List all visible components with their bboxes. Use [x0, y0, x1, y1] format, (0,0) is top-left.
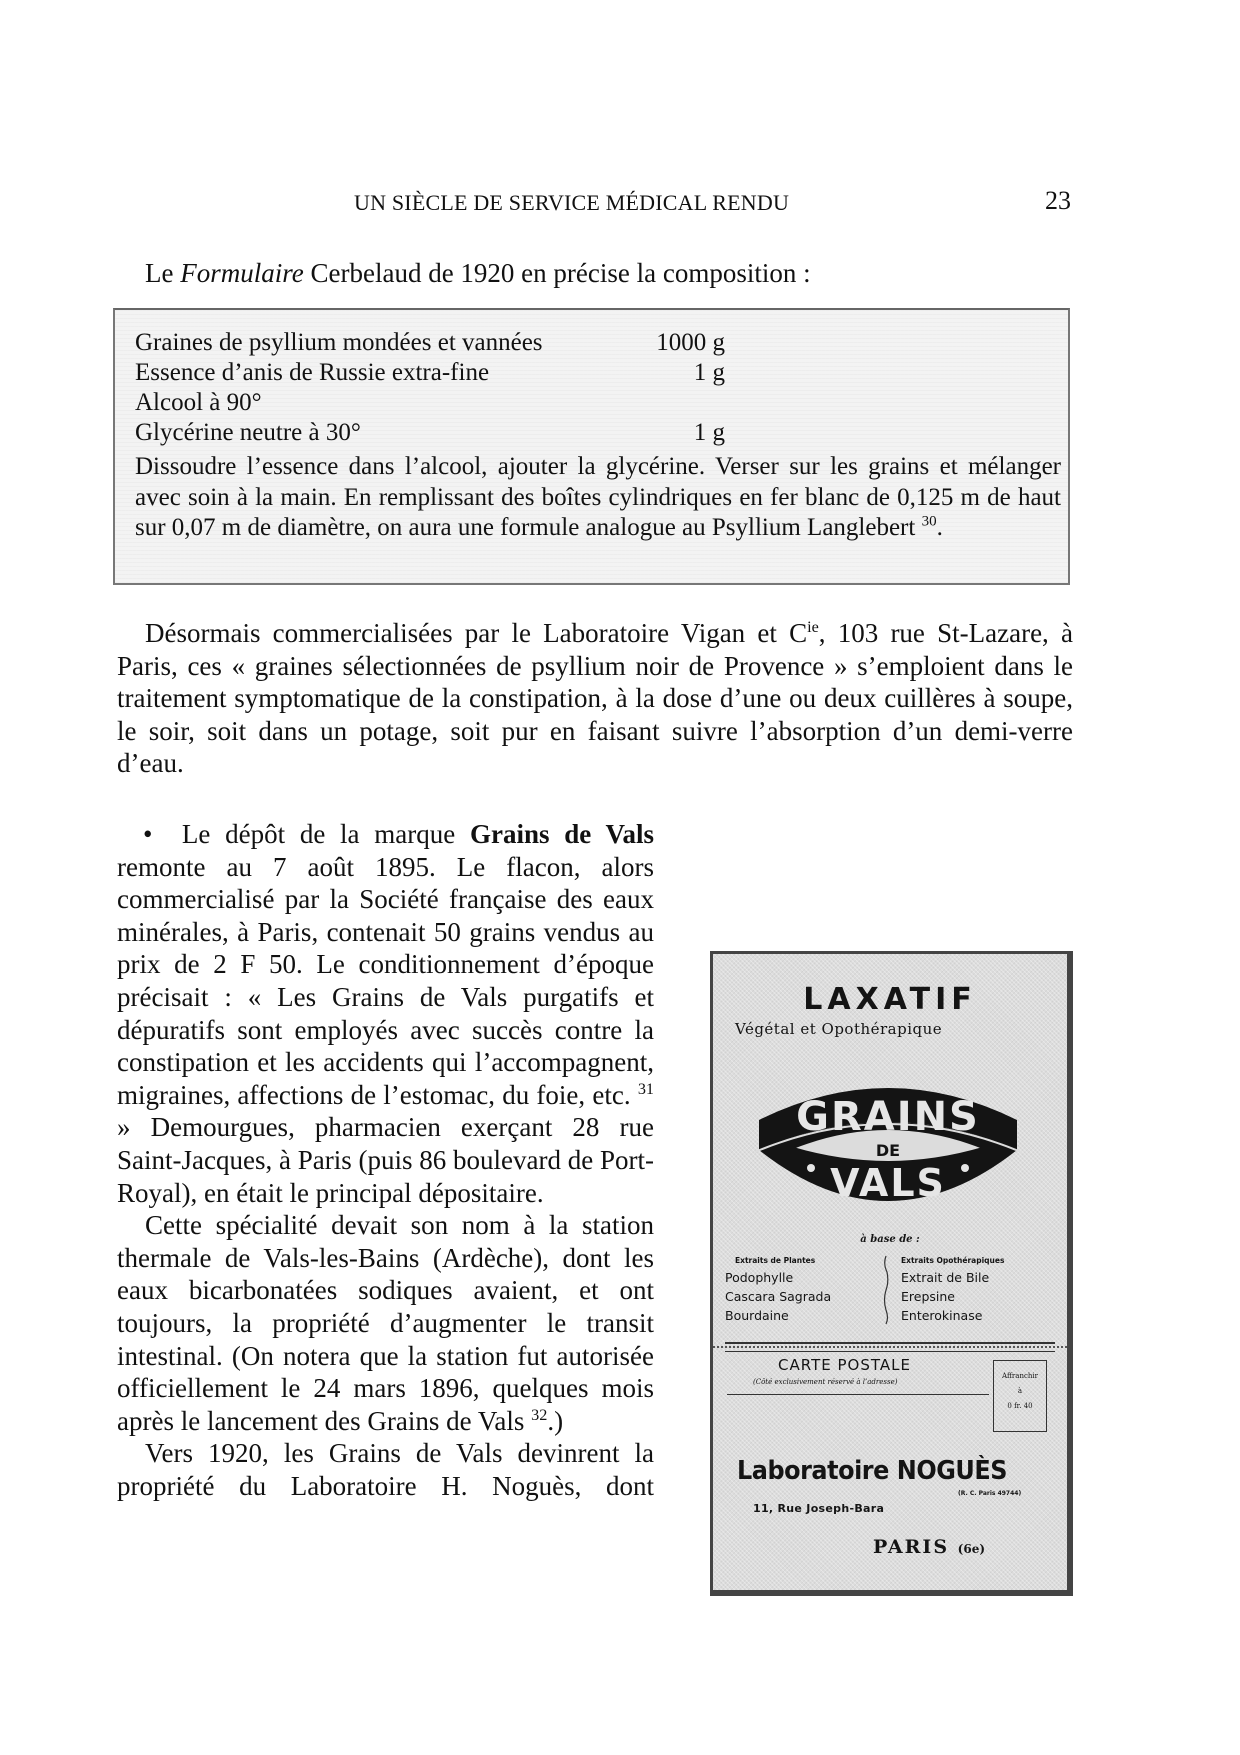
city-name: PARIS: [873, 1536, 950, 1558]
logo-text-middle: DE: [875, 1141, 901, 1160]
superscript: ie: [807, 618, 819, 636]
ingredient-name: Graines de psyllium mondées et vannées: [135, 329, 543, 356]
paragraph-vigan: [117, 617, 1073, 780]
logo-dot-right: [961, 1164, 969, 1172]
text-column: [117, 818, 654, 1502]
ingredient-name: Essence d’anis de Russie extra-fine: [135, 359, 490, 386]
paragraph-grains-de-vals: [117, 818, 654, 1209]
intro-before: Le: [145, 258, 181, 288]
instructions-text: Dissoudre l’essence dans l’alcool, ajouter la glycérine. Verser sur les grains et mélanger avec soin à la main. En remplissant des boîtes cylindriques en fer blanc de 0,125 m de haut sur 0,07 m de diamètre, on aura une formule analogue au Psyllium Langlebert: [135, 453, 1061, 541]
address-line: [727, 1394, 989, 1395]
logo-dot-left: [807, 1164, 815, 1172]
paragraph-nogues: [117, 1437, 654, 1502]
opo-list: [901, 1268, 989, 1325]
intro-italic-title: Formulaire: [180, 258, 304, 288]
running-head: UN SIÈCLE DE SERVICE MÉDICAL RENDU: [354, 190, 790, 215]
text-part: Le dépôt de la marque: [181, 819, 470, 849]
text-part: Désormais commercialisées par le Laboratoire Vigan et C: [145, 618, 808, 648]
text-part: » Demourgues, pharmacien exerçant 28 rue Saint-Jacques, à Paris (puis 86 boulevard de Port-Royal), en était le principal dépositaire.: [117, 1112, 654, 1208]
stamp-line: 0 fr. 40: [1007, 1402, 1033, 1410]
recipe-box: [113, 308, 1070, 585]
laboratory-ref: (R. C. Paris 49744): [958, 1490, 1022, 1497]
carte-postale-label: CARTE POSTALE: [778, 1356, 911, 1374]
footnote-ref: 31: [637, 1079, 655, 1098]
laboratory-city: [873, 1536, 985, 1558]
footnote-ref: 30: [921, 513, 937, 530]
opo-item: Enterokinase: [901, 1308, 983, 1323]
text-part: , 103 rue St-Lazare, à Paris, ces « graines sélectionnées de psyllium noir de Provence » s’emploient dans le traitement symptomatique de la constipation, à la dose d’une ou deux cuillères à soupe, le soir, soit dans un potage, soit pur en faisant suivre l’absorption d’un demi-verre d’eau.: [117, 618, 1073, 778]
ingredient-quantity: 1 g: [693, 419, 725, 446]
opo-item: Extrait de Bile: [901, 1270, 990, 1285]
postcard-subtitle: Végétal et Opothérapique: [735, 1020, 943, 1038]
ingredient-name: Glycérine neutre à 30°: [135, 419, 361, 446]
stamp-box: [993, 1360, 1047, 1432]
stamp-line: Affranchir: [1002, 1372, 1038, 1380]
brace-divider-icon: [881, 1254, 891, 1326]
paragraph-text: [117, 617, 1073, 780]
text-part: Vers 1920, les Grains de Vals devinrent la propriété du Laboratoire H. Noguès, dont: [117, 1438, 654, 1501]
grains-de-vals-logo: [753, 1072, 1023, 1214]
ingredient-quantity: 1 g: [693, 359, 725, 386]
plants-list: [725, 1268, 831, 1325]
postcard-illustration: [710, 951, 1073, 1596]
laboratory-name: Laboratoire NOGUÈS: [737, 1456, 1007, 1486]
intro-after: Cerbelaud de 1920 en précise la composition :: [303, 258, 811, 288]
ingredient-row: [135, 418, 1058, 448]
opo-item: Erepsine: [901, 1289, 955, 1304]
divider-rule: [725, 1342, 1055, 1344]
ingredient-row: [135, 358, 1058, 388]
plant-item: Cascara Sagrada: [725, 1289, 832, 1304]
carte-postale-sub: (Côté exclusivement réservé à l’adresse): [753, 1378, 898, 1386]
stamp-line: à: [1017, 1387, 1023, 1395]
ingredient-row: [135, 328, 1058, 358]
divider-rule: [725, 1351, 1055, 1352]
perforation-line: [713, 1346, 1067, 1348]
ingredient-row: [135, 388, 1058, 418]
logo-text-bottom: VALS: [830, 1161, 946, 1205]
page-number: 23: [1045, 186, 1071, 215]
bullet: •: [143, 819, 153, 849]
laboratory-street: 11, Rue Joseph-Bara: [753, 1502, 885, 1515]
district: (6e): [957, 1542, 986, 1556]
ingredient-quantity: [610, 388, 725, 418]
logo-text-top: GRAINS: [796, 1094, 980, 1140]
plant-item: Bourdaine: [725, 1308, 789, 1323]
plants-heading: Extraits de Plantes: [735, 1256, 816, 1265]
recipe-instructions: [135, 452, 1061, 544]
base-label: à base de :: [860, 1234, 920, 1245]
intro-line: [145, 258, 811, 289]
brand-name: Grains de Vals: [469, 819, 654, 849]
postcard-title: LAXATIF: [803, 982, 977, 1017]
paragraph-vals-les-bains: [117, 1209, 654, 1437]
text-part: .): [547, 1405, 564, 1436]
instructions-end: .: [936, 514, 943, 541]
plant-item: Podophylle: [725, 1270, 794, 1285]
opo-heading: Extraits Opothérapiques: [901, 1256, 1005, 1265]
footnote-ref: 32: [531, 1405, 548, 1424]
ingredient-name: Alcool à 90°: [135, 389, 262, 416]
ingredient-quantity: 1000 g: [656, 329, 725, 356]
text-part: Cette spécialité devait son nom à la station thermale de Vals-les-Bains (Ardèche), dont les eaux bicarbonatées sodiques avaient, et ont toujours, la propriété d’augmenter le transit intestinal. (On notera que la station fut autorisée officiellement le 24 mars 1896, quelques mois après le lancement des Grains de Vals: [117, 1210, 654, 1436]
text-part: remonte au 7 août 1895. Le flacon, alors commercialisé par la Société française des eaux minérales, à Paris, contenait 50 grains vendus au prix de 2 F 50. Le conditionnement d’époque précisait : « Les Grains de Vals purgatifs et dépuratifs sont employés avec succès contre la constipation et les accidents qui l’accompagnent, migraines, affections de l’estomac, du foie, etc.: [117, 851, 654, 1110]
